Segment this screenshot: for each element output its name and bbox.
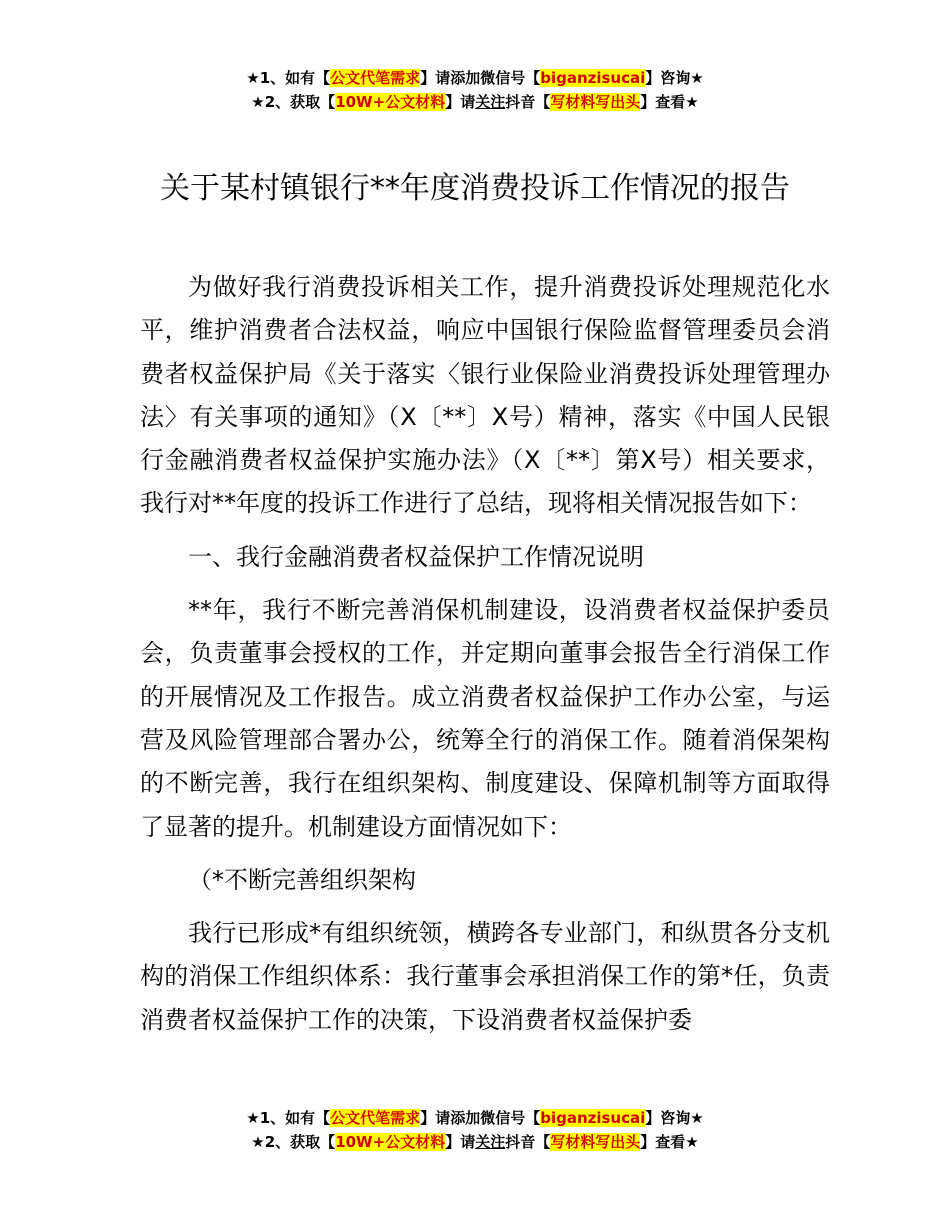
- banner-text: 抖音【: [505, 93, 551, 111]
- banner-text: 】请添加微信号【: [420, 1109, 541, 1127]
- banner-line-2: [0, 90, 950, 114]
- highlight-materials: 10W+公文材料: [335, 1133, 446, 1151]
- banner-text: 】查看★: [640, 93, 699, 111]
- banner-text: ★1、如有【: [246, 1109, 331, 1127]
- footer-banner: [0, 1106, 950, 1154]
- banner-line-2: [0, 1130, 950, 1154]
- banner-text: 】咨询★: [645, 1109, 704, 1127]
- banner-text: 】请: [445, 93, 476, 111]
- document-body: [140, 266, 830, 1042]
- highlight-materials: 10W+公文材料: [335, 93, 446, 111]
- banner-text: ★1、如有【: [246, 69, 331, 87]
- underlined-follow: 关注: [475, 93, 506, 111]
- banner-line-1: [0, 1106, 950, 1130]
- banner-text: ★2、获取【: [251, 93, 336, 111]
- header-banner: [0, 66, 950, 114]
- banner-text: ★2、获取【: [251, 1133, 336, 1151]
- banner-text: 抖音【: [505, 1133, 551, 1151]
- underlined-follow: 关注: [475, 1133, 506, 1151]
- highlight-ghostwriting: 公文代笔需求: [330, 1109, 421, 1127]
- section-heading-1: 一、我行金融消费者权益保护工作情况说明: [188, 542, 644, 571]
- subsection-heading-1: （*不断完善组织架构: [188, 865, 416, 894]
- banner-text: 】咨询★: [645, 69, 704, 87]
- banner-line-1: [0, 66, 950, 90]
- paragraph-intro: 为做好我行消费投诉相关工作，提升消费投诉处理规范化水平，维护消费者合法权益，响应中国银行保险监督管理委员会消费者权益保护局《关于落实〈银行业保险业消费投诉处理管理办法〉有关事项的通知》（X〔**〕X号）精神，落实《中国人民银行金融消费者权益保护实施办法》（X〔**〕第X号）相关要求，我行对**年度的投诉工作进行了总结，现将相关情况报告如下：: [140, 273, 830, 518]
- paragraph-section-1: **年，我行不断完善消保机制建设，设消费者权益保护委员会，负责董事会授权的工作，并定期向董事会报告全行消保工作的开展情况及工作报告。成立消费者权益保护工作办公室，与运营及风险管理部合署办公，统筹全行的消保工作。随着消保架构的不断完善，我行在组织架构、制度建设、保障机制等方面取得了显著的提升。机制建设方面情况如下：: [140, 596, 830, 841]
- highlight-douyin-account: 写材料写出头: [550, 93, 641, 111]
- highlight-wechat-id: biganzisucai: [540, 1109, 646, 1127]
- document-title: 关于某村镇银行**年度消费投诉工作情况的报告: [160, 171, 790, 206]
- banner-text: 】请: [445, 1133, 476, 1151]
- banner-text: 】查看★: [640, 1133, 699, 1151]
- paragraph-subsection-1: 我行已形成*有组织统领，横跨各专业部门，和纵贯各分支机构的消保工作组织体系：我行董事会承担消保工作的第*任，负责消费者权益保护工作的决策，下设消费者权益保护委: [140, 919, 830, 1034]
- highlight-douyin-account: 写材料写出头: [550, 1133, 641, 1151]
- highlight-ghostwriting: 公文代笔需求: [330, 69, 421, 87]
- highlight-wechat-id: biganzisucai: [540, 69, 646, 87]
- banner-text: 】请添加微信号【: [420, 69, 541, 87]
